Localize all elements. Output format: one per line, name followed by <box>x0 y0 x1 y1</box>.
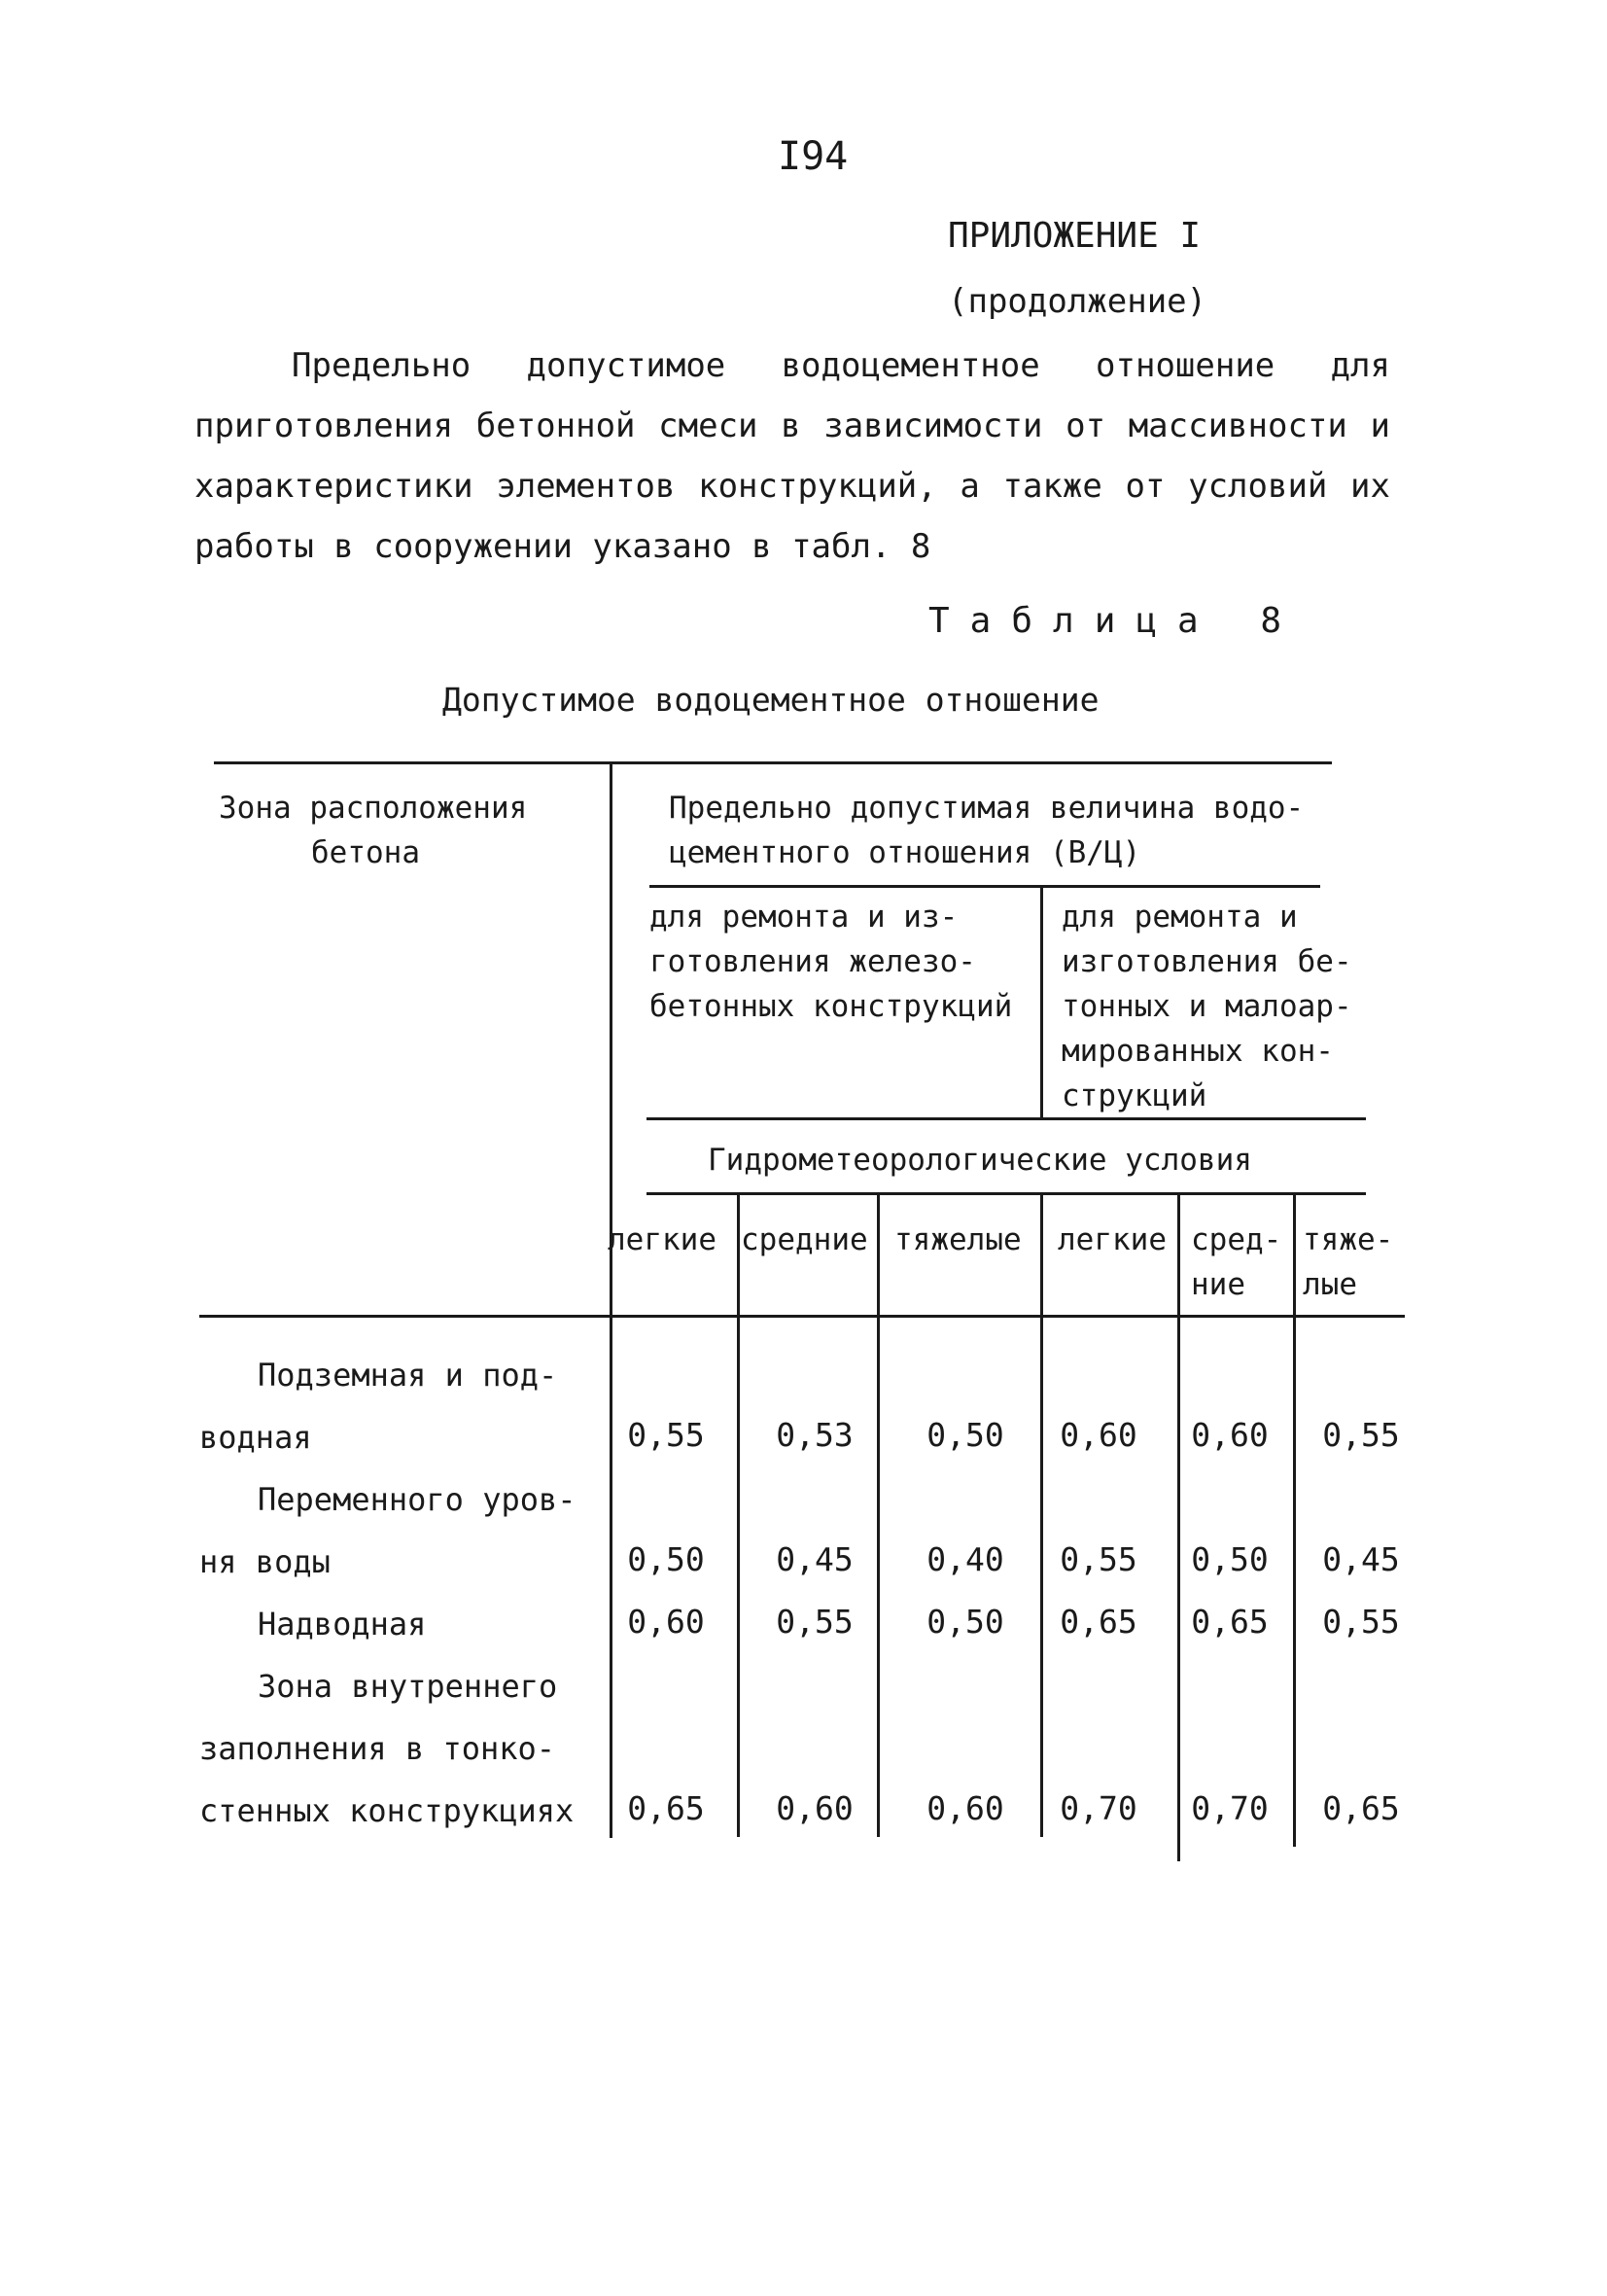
table-cell-value: 0,40 <box>926 1540 1004 1578</box>
col-divider-rule <box>877 1195 880 1837</box>
row-zone-label <box>199 1468 576 1593</box>
table-cell-value: 0,65 <box>1322 1789 1400 1827</box>
zone-header-line: Зона расположения <box>219 791 528 826</box>
conditions-header-rule <box>646 1192 1366 1195</box>
table-cell-value: 0,50 <box>1191 1540 1269 1578</box>
col-divider-rule <box>1040 1195 1043 1837</box>
group-header-line: готовления железо- <box>649 944 976 979</box>
group-header-line: бетонных конструкций <box>649 989 1013 1024</box>
appendix-title: ПРИЛОЖЕНИЕ I <box>948 216 1202 256</box>
condition-col-header: средние <box>741 1222 868 1257</box>
condition-col-header: легкие <box>1058 1222 1167 1257</box>
row-zone-line: Зона внутреннего <box>258 1668 558 1705</box>
group-header-line: изготовления бе- <box>1062 944 1352 979</box>
zone-header-line: бетона <box>311 835 420 870</box>
col-divider-rule <box>1293 1195 1296 1847</box>
table-cell-value: 0,60 <box>627 1603 705 1641</box>
table-cell-value: 0,65 <box>1060 1603 1137 1641</box>
table-cell-value: 0,60 <box>926 1789 1004 1827</box>
table-cell-value: 0,65 <box>627 1789 705 1827</box>
group-header-line: для ремонта и из- <box>649 900 959 935</box>
condition-col-header: тяже- лые <box>1303 1222 1394 1302</box>
table-cell-value: 0,70 <box>1191 1789 1269 1827</box>
table-cell-value: 0,60 <box>776 1789 854 1827</box>
table-cell-value: 0,70 <box>1060 1789 1137 1827</box>
limit-header <box>669 786 1304 875</box>
table-cell-value: 0,60 <box>1060 1416 1137 1454</box>
table-label: Таблица 8 <box>928 601 1303 641</box>
table-cell-value: 0,53 <box>776 1416 854 1454</box>
conditions-header: Гидрометеорологические условия <box>708 1143 1252 1178</box>
group-header-line: мированных кон- <box>1062 1034 1334 1069</box>
table-top-rule <box>214 761 1332 764</box>
row-zone-line: стенных конструкциях <box>199 1792 575 1829</box>
intro-paragraph <box>194 336 1390 577</box>
table-cell-value: 0,55 <box>1322 1603 1400 1641</box>
table-cell-value: 0,60 <box>1191 1416 1269 1454</box>
limit-header-line: Предельно допустимая величина водо- <box>669 791 1305 826</box>
table-cell-value: 0,65 <box>1191 1603 1269 1641</box>
appendix-subtitle: (продолжение) <box>948 282 1207 321</box>
group-header-plain <box>1062 895 1352 1118</box>
condition-col-header: сред- ние <box>1191 1222 1282 1302</box>
row-zone-line: Надводная <box>258 1606 427 1643</box>
header-bottom-rule <box>199 1315 1405 1318</box>
table-cell-value: 0,55 <box>776 1603 854 1641</box>
zone-header <box>219 786 527 875</box>
table-cell-value: 0,50 <box>926 1416 1004 1454</box>
condition-col-header: легкие <box>608 1222 716 1257</box>
table-cell-value: 0,50 <box>627 1540 705 1578</box>
zone-column-rule <box>610 763 612 1838</box>
row-zone-line: водная <box>199 1419 312 1456</box>
group-header-line: тонных и малоар- <box>1062 989 1352 1024</box>
col-divider-rule <box>737 1195 740 1837</box>
group-header-line: струкций <box>1062 1078 1207 1113</box>
table-caption: Допустимое водоцементное отношение <box>442 681 1100 719</box>
limit-header-line: цементного отношения (В/Ц) <box>669 835 1141 870</box>
limit-header-rule <box>649 885 1320 888</box>
table-cell-value: 0,45 <box>1322 1540 1400 1578</box>
row-zone-label <box>199 1344 557 1468</box>
table-cell-value: 0,55 <box>1322 1416 1400 1454</box>
row-zone-line: Переменного уров- <box>258 1481 576 1518</box>
group-header-line: для ремонта и <box>1062 900 1298 935</box>
row-zone-label <box>199 1655 574 1842</box>
table-cell-value: 0,45 <box>776 1540 854 1578</box>
group-header-reinforced <box>649 895 1012 1029</box>
condition-col-header: тяжелые <box>894 1222 1022 1257</box>
table-cell-value: 0,55 <box>1060 1540 1137 1578</box>
col-divider-rule <box>1177 1195 1180 1861</box>
group-divider-rule <box>1040 887 1043 1120</box>
row-zone-line: заполнения в тонко- <box>199 1730 556 1767</box>
page-number: I94 <box>778 134 849 179</box>
intro-text: Предельно допустимое водоцементное отношение для приготовления бетонной смеси в зависимости от массивности и характеристики элементов конструкций, а также от условий их работы в сооружении указано в табл. 8 <box>194 346 1390 566</box>
row-zone-line: Подземная и под- <box>258 1357 558 1394</box>
table-cell-value: 0,55 <box>627 1416 705 1454</box>
table-cell-value: 0,50 <box>926 1603 1004 1641</box>
row-zone-label <box>199 1593 426 1655</box>
row-zone-line: ня воды <box>199 1543 331 1580</box>
